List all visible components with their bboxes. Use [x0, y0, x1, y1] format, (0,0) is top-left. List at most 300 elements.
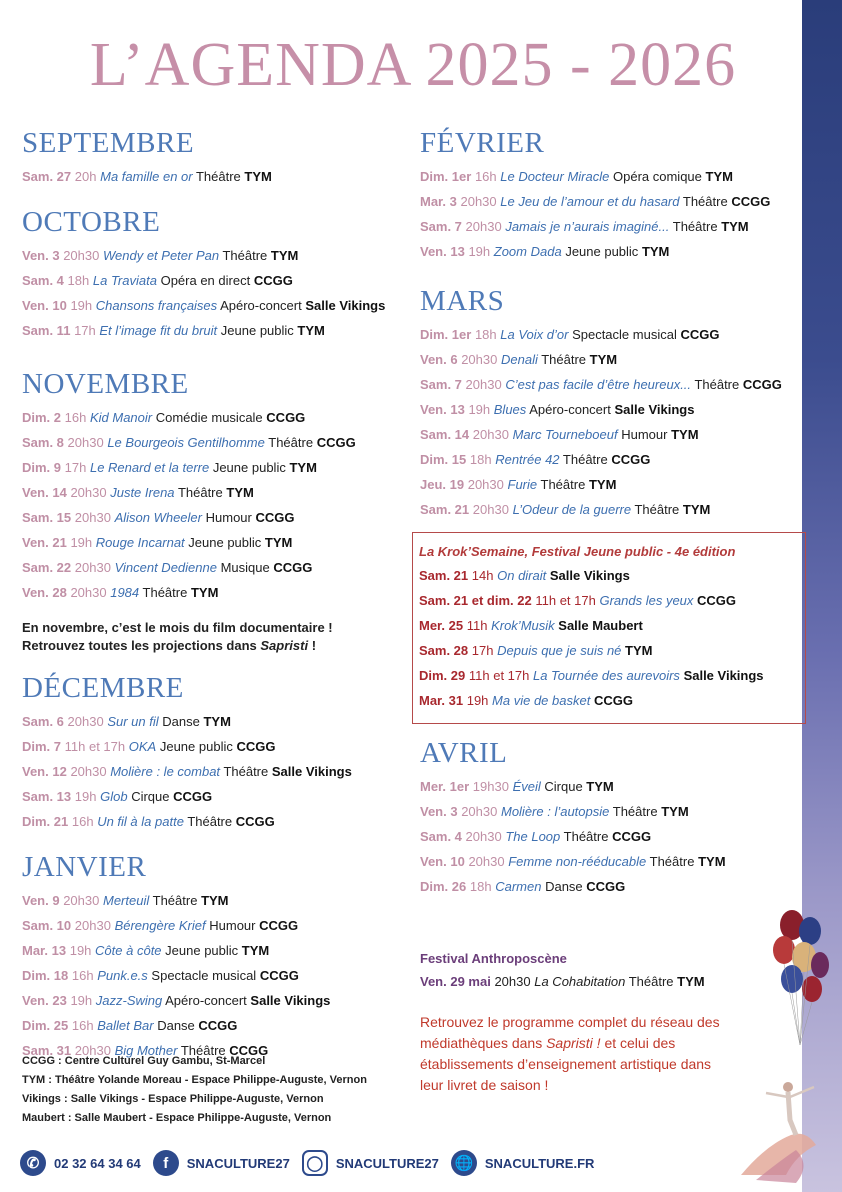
- event-day: Sam. 21 et dim. 22: [419, 593, 532, 608]
- event-genre: Théâtre: [694, 377, 740, 392]
- events-decembre: [22, 709, 407, 834]
- event-row: [420, 472, 800, 497]
- event-name: 1984: [110, 585, 140, 600]
- event-genre: Théâtre: [672, 219, 718, 234]
- event-row: [420, 397, 800, 422]
- event-genre: Opéra en direct: [160, 273, 251, 288]
- note-end: !: [308, 638, 317, 653]
- program-info-c: et celui des établissements d’enseignement artistique dans leur livret de saison !: [420, 1035, 712, 1093]
- event-venue: TYM: [270, 248, 299, 263]
- event-venue: TYM: [641, 244, 670, 259]
- event-row: [419, 563, 799, 588]
- event-name: Ma vie de basket: [492, 693, 591, 708]
- event-venue: CCGG: [586, 879, 626, 894]
- event-day: Sam. 4: [22, 273, 64, 288]
- event-time: 20h30: [472, 427, 509, 442]
- event-day: Mer. 25: [419, 618, 464, 633]
- event-row: [22, 243, 407, 268]
- event-name: Côte à côte: [95, 943, 162, 958]
- event-day: Ven. 13: [420, 402, 465, 417]
- event-name: Alison Wheeler: [114, 510, 202, 525]
- event-name: C’est pas facile d’être heureux...: [505, 377, 692, 392]
- events-octobre: [22, 243, 407, 343]
- event-venue: TYM: [625, 643, 653, 658]
- event-row: [420, 322, 800, 347]
- event-day: Sam. 21: [419, 568, 469, 583]
- note-text: Retrouvez toutes les projections dans: [22, 638, 261, 653]
- event-day: Dim. 25: [22, 1018, 69, 1033]
- event-genre: Théâtre: [563, 829, 609, 844]
- event-time: 20h30: [461, 804, 498, 819]
- event-venue: TYM: [241, 943, 270, 958]
- event-row: [22, 784, 407, 809]
- event-name: La Traviata: [92, 273, 157, 288]
- event-venue: Salle Vikings: [549, 568, 630, 583]
- event-genre: Jeune public: [565, 244, 639, 259]
- event-day: Ven. 12: [22, 764, 67, 779]
- event-day: Sam. 7: [420, 219, 462, 234]
- event-venue: CCGG: [253, 273, 293, 288]
- facebook-icon: f: [153, 1150, 179, 1176]
- event-name: On dirait: [497, 568, 547, 583]
- event-day: Sam. 22: [22, 560, 72, 575]
- event-time: 20h30: [468, 854, 505, 869]
- event-day: Sam. 31: [22, 1043, 72, 1058]
- event-time: 20h30: [465, 829, 502, 844]
- event-genre: Jeune public: [159, 739, 233, 754]
- event-time: 19h: [70, 993, 93, 1008]
- event-row: [420, 799, 800, 824]
- event-row: [22, 505, 407, 530]
- facebook-handle: SNACULTURE27: [186, 1155, 290, 1171]
- event-name: La Tournée des aurevoirs: [532, 668, 680, 683]
- event-time: 11h et 17h: [535, 593, 596, 608]
- event-day: Mer. 1er: [420, 779, 470, 794]
- event-genre: Apéro-concert: [165, 993, 247, 1008]
- event-genre: Théâtre: [682, 194, 728, 209]
- event-name: La Voix d’or: [500, 327, 569, 342]
- event-day: Dim. 7: [22, 739, 62, 754]
- website-url: SNACULTURE.FR: [484, 1155, 595, 1171]
- event-genre: Danse: [545, 879, 583, 894]
- event-name: Grands les yeux: [599, 593, 694, 608]
- event-name: Molière : le combat: [110, 764, 221, 779]
- event-name: OKA: [128, 739, 157, 754]
- event-time: 19h: [468, 244, 491, 259]
- festival-event: [420, 969, 800, 994]
- website-link[interactable]: [451, 1150, 595, 1176]
- event-time: 20h30: [460, 194, 497, 209]
- event-name: Femme non-rééducable: [508, 854, 647, 869]
- event-time: 17h: [471, 643, 494, 658]
- event-venue: TYM: [289, 460, 317, 475]
- event-name: The Loop: [505, 829, 561, 844]
- events-novembre: [22, 405, 407, 605]
- event-row: [22, 759, 407, 784]
- event-time: 11h: [466, 618, 488, 633]
- event-time: 20h30: [494, 974, 531, 989]
- event-name: Zoom Dada: [493, 244, 562, 259]
- event-row: [22, 938, 407, 963]
- event-venue: Salle Vikings: [305, 298, 386, 313]
- note-line-2: [22, 637, 407, 655]
- event-venue: Salle Vikings: [250, 993, 331, 1008]
- event-time: 17h: [74, 323, 96, 338]
- event-venue: CCGG: [255, 510, 295, 525]
- event-time: 11h et 17h: [64, 739, 126, 754]
- event-venue: CCGG: [731, 194, 771, 209]
- event-row: [420, 164, 800, 189]
- event-row: [22, 888, 407, 913]
- dancer-illustration: [736, 1075, 826, 1185]
- documentary-note: [22, 619, 407, 655]
- event-day: Ven. 21: [22, 535, 67, 550]
- event-time: 20h30: [74, 1043, 111, 1058]
- instagram-handle: SNACULTURE27: [335, 1155, 439, 1171]
- event-time: 17h: [64, 460, 87, 475]
- event-row: [22, 405, 407, 430]
- event-genre: Humour: [205, 510, 252, 525]
- event-venue: CCGG: [680, 327, 720, 342]
- event-name: Jamais je n’aurais imaginé...: [505, 219, 670, 234]
- event-day: Dim. 21: [22, 814, 69, 829]
- event-time: 20h30: [70, 485, 107, 500]
- event-genre: Humour: [209, 918, 256, 933]
- event-venue: CCGG: [611, 452, 651, 467]
- event-row: [22, 809, 407, 834]
- balloons-illustration: [770, 905, 830, 1055]
- phone-contact[interactable]: [20, 1150, 141, 1176]
- event-genre: Jeune public: [220, 323, 294, 338]
- event-row: [420, 372, 800, 397]
- event-row: [420, 849, 800, 874]
- event-name: Juste Irena: [110, 485, 175, 500]
- event-row: [22, 318, 407, 343]
- event-name: Furie: [507, 477, 538, 492]
- event-row: [420, 239, 800, 264]
- event-genre: Théâtre: [177, 485, 223, 500]
- event-genre: Théâtre: [540, 477, 586, 492]
- event-venue: CCGG: [235, 814, 275, 829]
- event-name: Marc Tourneboeuf: [512, 427, 618, 442]
- event-venue: CCGG: [697, 593, 737, 608]
- event-venue: TYM: [682, 502, 711, 517]
- legend-line: Vikings : Salle Vikings - Espace Philippe-Auguste, Vernon: [22, 1093, 324, 1105]
- event-name: Vincent Dedienne: [114, 560, 217, 575]
- event-venue: CCGG: [316, 435, 356, 450]
- event-day: Ven. 14: [22, 485, 67, 500]
- event-name: Rouge Incarnat: [95, 535, 185, 550]
- event-venue: TYM: [677, 974, 705, 989]
- event-time: 16h: [71, 814, 94, 829]
- event-genre: Apéro-concert: [529, 402, 611, 417]
- events-krok: [419, 563, 799, 713]
- event-genre: Théâtre: [142, 585, 188, 600]
- event-name: Rentrée 42: [495, 452, 560, 467]
- event-name: Bérengère Krief: [114, 918, 206, 933]
- event-day: Dim. 18: [22, 968, 69, 983]
- event-venue: TYM: [586, 779, 614, 794]
- event-venue: TYM: [190, 585, 219, 600]
- event-name: Krok’Musik: [491, 618, 555, 633]
- event-row: [22, 268, 407, 293]
- event-row: [22, 455, 407, 480]
- event-time: 19h30: [472, 779, 509, 794]
- event-time: 16h: [474, 169, 497, 184]
- event-venue: CCGG: [273, 560, 313, 575]
- event-day: Dim. 9: [22, 460, 62, 475]
- event-row: [420, 447, 800, 472]
- event-genre: Cirque: [544, 779, 583, 794]
- event-genre: Apéro-concert: [220, 298, 302, 313]
- event-row: [22, 988, 407, 1013]
- instagram-link[interactable]: [302, 1150, 439, 1176]
- event-time: 18h: [469, 452, 492, 467]
- event-day: Sam. 6: [22, 714, 64, 729]
- event-time: 11h et 17h: [468, 668, 530, 683]
- event-venue: CCGG: [173, 789, 213, 804]
- event-name: Glob: [100, 789, 128, 804]
- instagram-icon: ◯: [302, 1150, 328, 1176]
- event-day: Mar. 3: [420, 194, 457, 209]
- event-row: [22, 164, 407, 189]
- event-row: [419, 688, 799, 713]
- event-genre: Jeune public: [212, 460, 286, 475]
- event-venue: CCGG: [198, 1018, 238, 1033]
- event-day: Sam. 27: [22, 169, 72, 184]
- event-time: 19h: [70, 298, 93, 313]
- event-genre: Spectacle musical: [572, 327, 677, 342]
- event-day: Ven. 10: [420, 854, 465, 869]
- event-time: 16h: [64, 410, 87, 425]
- event-time: 16h: [71, 1018, 94, 1033]
- event-time: 20h30: [67, 435, 104, 450]
- event-day: Dim. 26: [420, 879, 467, 894]
- event-venue: CCGG: [742, 377, 782, 392]
- event-genre: Théâtre: [628, 974, 674, 989]
- event-venue: Salle Vikings: [683, 668, 764, 683]
- event-venue: TYM: [661, 804, 689, 819]
- event-venue: TYM: [297, 323, 325, 338]
- event-day: Mar. 13: [22, 943, 67, 958]
- event-venue: TYM: [244, 169, 272, 184]
- event-day: Sam. 10: [22, 918, 72, 933]
- event-name: Molière : l’autopsie: [500, 804, 610, 819]
- event-row: [22, 530, 407, 555]
- event-day: Dim. 2: [22, 410, 62, 425]
- event-day: Mar. 31: [419, 693, 464, 708]
- event-genre: Théâtre: [195, 169, 241, 184]
- event-genre: Théâtre: [180, 1043, 226, 1058]
- event-day: Ven. 29 mai: [420, 974, 491, 989]
- event-name: Le Jeu de l’amour et du hasard: [500, 194, 680, 209]
- event-genre: Danse: [162, 714, 200, 729]
- event-day: Sam. 21: [420, 502, 470, 517]
- event-time: 19h: [466, 693, 489, 708]
- event-row: [22, 913, 407, 938]
- left-column: [22, 128, 407, 1063]
- events-mars: [420, 322, 800, 522]
- event-name: Le Bourgeois Gentilhomme: [107, 435, 265, 450]
- event-time: 20h: [74, 169, 97, 184]
- event-time: 20h30: [63, 893, 100, 908]
- event-venue: Salle Maubert: [558, 618, 643, 633]
- legend-line: CCGG : Centre Culturel Guy Gambu, St-Marcel: [22, 1055, 266, 1067]
- event-time: 20h30: [465, 219, 502, 234]
- month-heading-septembre: SEPTEMBRE: [22, 127, 195, 159]
- event-time: 20h30: [467, 477, 504, 492]
- event-venue: TYM: [589, 352, 618, 367]
- event-day: Ven. 6: [420, 352, 458, 367]
- event-row: [420, 347, 800, 372]
- event-row: [420, 774, 800, 799]
- event-day: Dim. 29: [419, 668, 466, 683]
- event-day: Sam. 7: [420, 377, 462, 392]
- event-day: Sam. 14: [420, 427, 470, 442]
- right-column: [420, 128, 800, 1096]
- event-day: Dim. 15: [420, 452, 467, 467]
- event-day: Jeu. 19: [420, 477, 465, 492]
- event-name: La Cohabitation: [534, 974, 626, 989]
- event-time: 20h30: [63, 248, 100, 263]
- event-name: Le Docteur Miracle: [500, 169, 610, 184]
- events-fevrier: [420, 164, 800, 264]
- event-genre: Comédie musicale: [155, 410, 263, 425]
- event-row: [22, 963, 407, 988]
- event-row: [419, 638, 799, 663]
- event-name: Ma famille en or: [100, 169, 193, 184]
- events-avril: [420, 774, 800, 899]
- event-name: Merteuil: [102, 893, 150, 908]
- event-day: Sam. 28: [419, 643, 469, 658]
- event-time: 19h: [69, 943, 92, 958]
- event-name: Chansons françaises: [95, 298, 218, 313]
- event-venue: CCGG: [229, 1043, 269, 1058]
- event-genre: Musique: [220, 560, 270, 575]
- page-title: L’AGENDA 2025 - 2026: [89, 31, 737, 99]
- event-genre: Jeune public: [165, 943, 239, 958]
- event-venue: Salle Vikings: [271, 764, 352, 779]
- event-venue: TYM: [705, 169, 733, 184]
- program-info-sapristi: Sapristi !: [546, 1035, 601, 1051]
- event-row: [22, 480, 407, 505]
- contact-footer: [20, 1148, 620, 1178]
- event-row: [420, 189, 800, 214]
- event-name: Punk.e.s: [97, 968, 148, 983]
- krok-semaine-title: La Krok’Semaine, Festival Jeune public - 4e édition: [419, 544, 736, 559]
- event-row: [22, 430, 407, 455]
- event-time: 20h30: [465, 377, 502, 392]
- event-row: [420, 422, 800, 447]
- event-time: 20h30: [74, 560, 111, 575]
- event-name: Kid Manoir: [89, 410, 153, 425]
- event-genre: Humour: [621, 427, 668, 442]
- event-time: 19h: [74, 789, 97, 804]
- event-genre: Jeune public: [188, 535, 262, 550]
- event-day: Ven. 28: [22, 585, 67, 600]
- facebook-link[interactable]: [153, 1150, 290, 1176]
- event-day: Sam. 15: [22, 510, 72, 525]
- event-day: Ven. 9: [22, 893, 60, 908]
- events-janvier: [22, 888, 407, 1063]
- event-time: 20h30: [70, 585, 107, 600]
- event-genre: Théâtre: [649, 854, 695, 869]
- event-day: Ven. 3: [420, 804, 458, 819]
- event-venue: TYM: [698, 854, 726, 869]
- event-day: Ven. 13: [420, 244, 465, 259]
- event-genre: Théâtre: [634, 502, 680, 517]
- event-row: [22, 1013, 407, 1038]
- event-day: Sam. 11: [22, 323, 71, 338]
- event-time: 20h30: [461, 352, 498, 367]
- event-venue: Salle Vikings: [614, 402, 695, 417]
- globe-icon: 🌐: [451, 1150, 477, 1176]
- event-day: Ven. 23: [22, 993, 67, 1008]
- event-row: [22, 555, 407, 580]
- month-heading-octobre: OCTOBRE: [22, 206, 161, 238]
- event-venue: CCGG: [593, 693, 633, 708]
- event-time: 18h: [469, 879, 492, 894]
- event-genre: Spectacle musical: [151, 968, 257, 983]
- event-row: [419, 588, 799, 613]
- event-row: [419, 663, 799, 688]
- event-genre: Danse: [157, 1018, 195, 1033]
- month-heading-fevrier: FÉVRIER: [420, 127, 545, 159]
- event-day: Dim. 1er: [420, 327, 472, 342]
- phone-icon: ✆: [20, 1150, 46, 1176]
- event-time: 16h: [71, 968, 94, 983]
- event-time: 14h: [471, 568, 494, 583]
- venue-legend: [22, 1052, 367, 1128]
- event-name: Ballet Bar: [97, 1018, 154, 1033]
- event-row: [22, 734, 407, 759]
- event-genre: Théâtre: [268, 435, 314, 450]
- event-row: [420, 214, 800, 239]
- legend-line: TYM : Théâtre Yolande Moreau - Espace Philippe-Auguste, Vernon: [22, 1074, 367, 1086]
- event-venue: TYM: [264, 535, 293, 550]
- events-septembre: [22, 164, 407, 189]
- event-venue: TYM: [721, 219, 749, 234]
- month-heading-decembre: DÉCEMBRE: [22, 672, 184, 704]
- event-day: Ven. 10: [22, 298, 67, 313]
- event-genre: Théâtre: [223, 764, 269, 779]
- event-time: 20h30: [74, 510, 111, 525]
- event-genre: Opéra comique: [613, 169, 702, 184]
- event-venue: TYM: [671, 427, 699, 442]
- event-venue: TYM: [588, 477, 617, 492]
- event-time: 19h: [70, 535, 93, 550]
- event-genre: Théâtre: [562, 452, 608, 467]
- event-day: Sam. 4: [420, 829, 462, 844]
- event-venue: CCGG: [266, 410, 306, 425]
- event-row: [420, 874, 800, 899]
- event-venue: TYM: [226, 485, 254, 500]
- event-name: Depuis que je suis né: [497, 643, 622, 658]
- event-time: 20h30: [70, 764, 107, 779]
- event-row: [419, 613, 799, 638]
- event-name: L’Odeur de la guerre: [512, 502, 632, 517]
- event-name: Un fil à la patte: [97, 814, 184, 829]
- event-row: [22, 293, 407, 318]
- event-venue: CCGG: [259, 918, 299, 933]
- program-info-a: Retrouvez le programme complet du réseau des médiathèques dans: [420, 1014, 720, 1051]
- event-name: Et l’image fit du bruit: [99, 323, 218, 338]
- event-genre: Théâtre: [612, 804, 658, 819]
- month-heading-avril: AVRIL: [420, 737, 508, 769]
- event-time: 20h30: [472, 502, 509, 517]
- month-heading-novembre: NOVEMBRE: [22, 368, 189, 400]
- event-time: 18h: [67, 273, 90, 288]
